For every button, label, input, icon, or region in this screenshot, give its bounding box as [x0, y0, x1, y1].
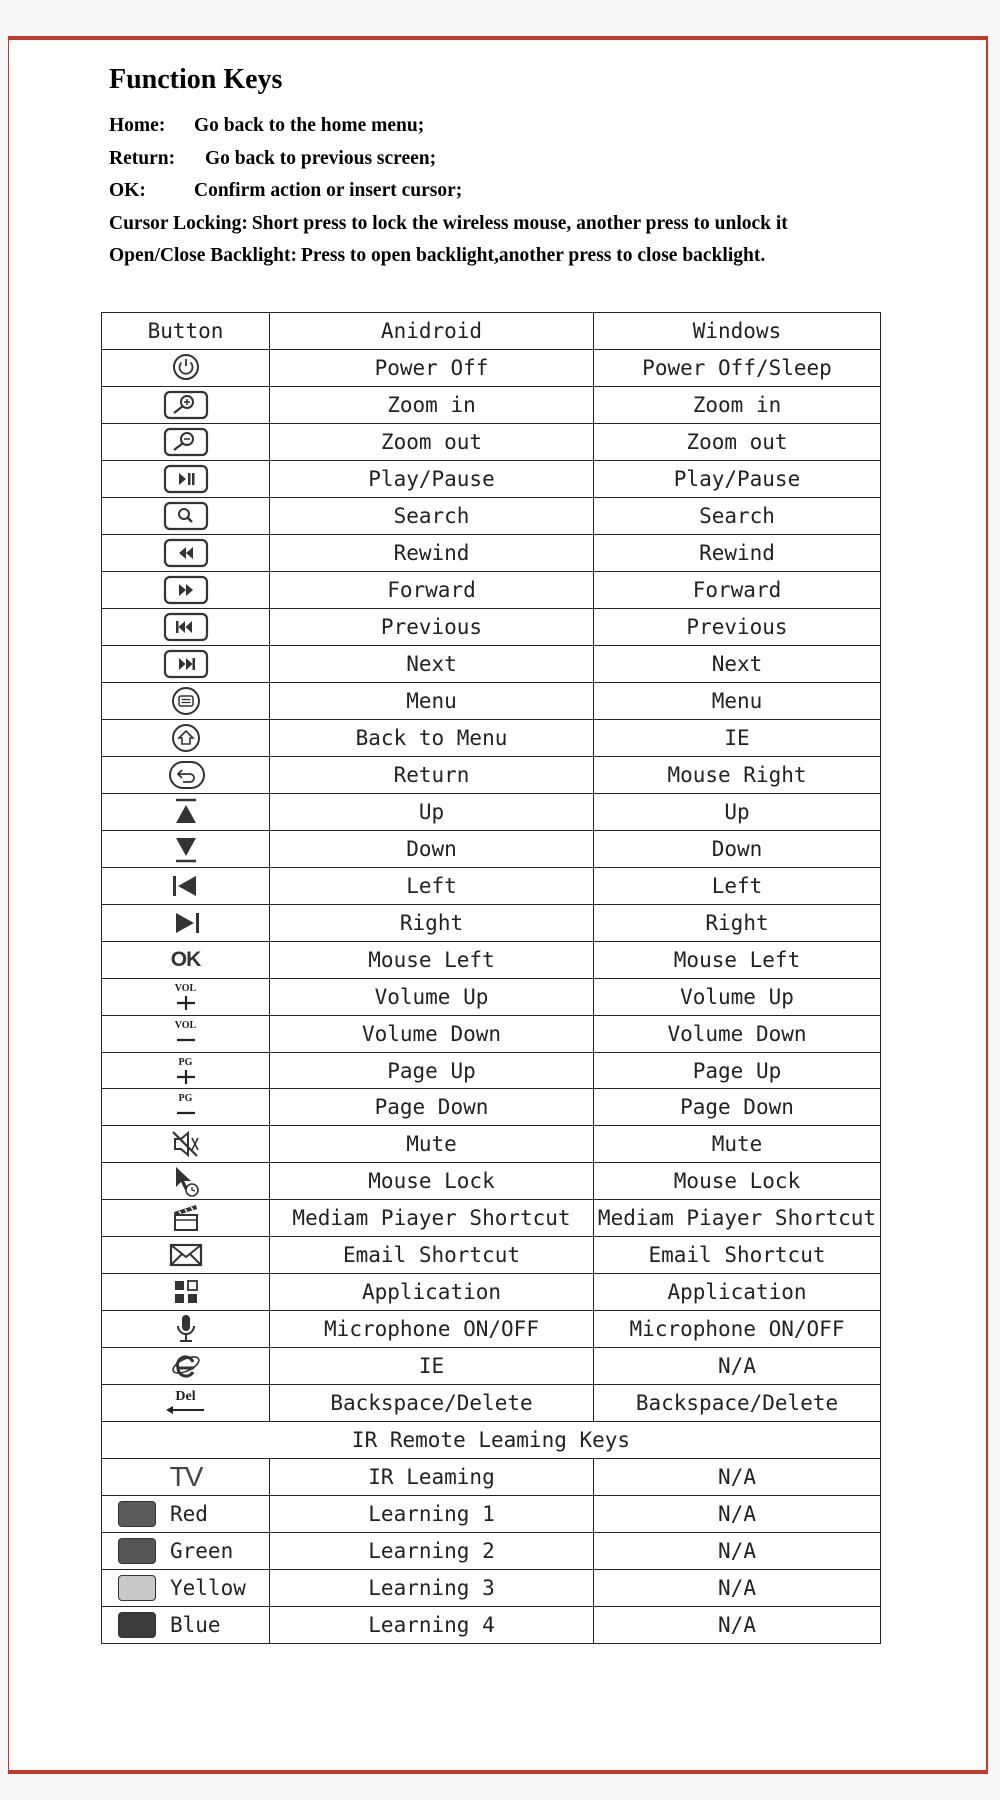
icon-label: VOL [174, 1019, 197, 1031]
home-icon [166, 720, 206, 756]
table-row [102, 534, 881, 571]
search-icon [159, 498, 213, 534]
windows-cell: Previous [594, 608, 881, 645]
page-up-icon [166, 1058, 206, 1084]
key-desc: Short press to lock the wireless mouse, another press to unlock it [251, 212, 788, 234]
table-row [102, 645, 881, 682]
button-cell [102, 1126, 270, 1163]
table-row [102, 1532, 881, 1569]
windows-cell: Next [594, 645, 881, 682]
android-cell: Mouse Left [270, 941, 594, 978]
ie-icon [166, 1348, 206, 1384]
android-cell: Back to Menu [270, 719, 594, 756]
android-cell: Page Up [270, 1052, 594, 1089]
table-row [102, 423, 881, 460]
windows-cell: Up [594, 793, 881, 830]
table-row [102, 1496, 881, 1533]
color-name: Red [170, 1501, 208, 1526]
button-cell [102, 497, 270, 534]
android-cell: Forward [270, 571, 594, 608]
down-icon [166, 831, 206, 867]
windows-cell: Zoom out [594, 423, 881, 460]
mute-icon [166, 1126, 206, 1162]
page-down-icon [166, 1094, 206, 1120]
page-title: Function Keys [109, 64, 283, 95]
key-desc: Go back to previous screen; [205, 147, 437, 169]
color-name: Yellow [170, 1575, 246, 1600]
button-cell [102, 1385, 270, 1422]
forward-icon [159, 572, 213, 608]
button-cell [102, 460, 270, 497]
button-cell [102, 1459, 270, 1496]
button-cell [102, 793, 270, 830]
windows-cell: Mouse Right [594, 756, 881, 793]
color-swatch-icon [118, 1612, 156, 1638]
android-cell: Right [270, 904, 594, 941]
delete-icon [164, 1390, 208, 1416]
windows-cell: Down [594, 830, 881, 867]
android-cell: Mute [270, 1126, 594, 1163]
section-title: IR Remote Leaming Keys [102, 1422, 881, 1459]
button-cell [102, 978, 270, 1015]
next-icon [159, 646, 213, 682]
windows-cell: Rewind [594, 534, 881, 571]
button-cell [102, 756, 270, 793]
table-row [102, 571, 881, 608]
android-cell: Backspace/Delete [270, 1385, 594, 1422]
table-row [102, 1569, 881, 1606]
button-cell [102, 645, 270, 682]
windows-cell: Search [594, 497, 881, 534]
table-row [102, 830, 881, 867]
play-pause-icon [159, 461, 213, 497]
button-cell [102, 1089, 270, 1126]
android-cell: Left [270, 867, 594, 904]
volume-down-icon [166, 1021, 206, 1047]
media-player-icon [166, 1200, 206, 1236]
key-line-backlight [109, 240, 929, 273]
button-cell [102, 349, 270, 386]
table-row [102, 1126, 881, 1163]
android-cell: Mediam Piayer Shortcut [270, 1200, 594, 1237]
android-cell: Learning 4 [270, 1606, 594, 1643]
key-name: Return: [109, 147, 176, 169]
button-cell [102, 830, 270, 867]
android-cell: Zoom out [270, 423, 594, 460]
table-row [102, 756, 881, 793]
header-windows: Windows [594, 313, 881, 350]
android-cell: Up [270, 793, 594, 830]
key-name: OK: [109, 180, 146, 201]
android-cell: Power Off [270, 349, 594, 386]
table-row [102, 904, 881, 941]
android-cell: Rewind [270, 534, 594, 571]
table-row [102, 386, 881, 423]
table-row [102, 1274, 881, 1311]
header-button: Button [102, 313, 270, 350]
table-row [102, 1459, 881, 1496]
key-line-home [109, 110, 929, 143]
icon-label: Del [175, 1389, 196, 1405]
previous-icon [159, 609, 213, 645]
table-row [102, 793, 881, 830]
windows-cell: Play/Pause [594, 460, 881, 497]
ok-icon: OK [170, 948, 201, 972]
table-row [102, 1311, 881, 1348]
windows-cell: Page Up [594, 1052, 881, 1089]
key-desc: Press to open backlight,another press to close backlight. [300, 245, 766, 266]
windows-cell: Mediam Piayer Shortcut [594, 1200, 881, 1237]
android-cell: IE [270, 1348, 594, 1385]
table-row [102, 978, 881, 1015]
table-row [102, 682, 881, 719]
table-row [102, 1052, 881, 1089]
table-header-row [102, 313, 881, 350]
windows-cell: IE [594, 719, 881, 756]
volume-up-icon [166, 984, 206, 1010]
windows-cell: N/A [594, 1348, 881, 1385]
color-swatch-icon [118, 1575, 156, 1601]
button-cell [102, 386, 270, 423]
android-cell: Search [270, 497, 594, 534]
button-cell [102, 1052, 270, 1089]
android-cell: Learning 2 [270, 1532, 594, 1569]
android-cell: Email Shortcut [270, 1237, 594, 1274]
return-icon [166, 757, 206, 793]
android-cell: Menu [270, 682, 594, 719]
android-cell: Application [270, 1274, 594, 1311]
left-icon [166, 868, 206, 904]
key-desc: Go back to the home menu; [194, 115, 425, 136]
android-cell: Down [270, 830, 594, 867]
key-name: Open/Close Backlight: [109, 245, 297, 266]
button-cell [102, 1015, 270, 1052]
email-icon [166, 1237, 206, 1273]
button-cell [102, 941, 270, 978]
button-cell [102, 571, 270, 608]
windows-cell: N/A [594, 1606, 881, 1643]
key-line-ok [109, 175, 929, 208]
table-row [102, 867, 881, 904]
application-icon [166, 1274, 206, 1310]
color-key-cell [102, 1569, 270, 1606]
table-row [102, 941, 881, 978]
button-cell [102, 608, 270, 645]
key-line-return [109, 143, 929, 176]
table-row [102, 1385, 881, 1422]
windows-cell: Menu [594, 682, 881, 719]
zoom-out-icon [159, 424, 213, 460]
right-icon [166, 905, 206, 941]
table-row [102, 1606, 881, 1643]
function-table [101, 312, 881, 1644]
icon-label: VOL [174, 982, 197, 994]
windows-cell: Left [594, 867, 881, 904]
android-cell: Microphone ON/OFF [270, 1311, 594, 1348]
header-android: Anidroid [270, 313, 594, 350]
android-cell: Volume Down [270, 1015, 594, 1052]
table-row [102, 719, 881, 756]
key-desc: Confirm action or insert cursor; [194, 180, 463, 201]
windows-cell: Mute [594, 1126, 881, 1163]
android-cell: Zoom in [270, 386, 594, 423]
icon-label: PG [178, 1093, 193, 1105]
button-cell [102, 904, 270, 941]
zoom-in-icon [159, 387, 213, 423]
button-cell [102, 1200, 270, 1237]
mouse-lock-icon [166, 1163, 206, 1199]
button-cell [102, 1237, 270, 1274]
button-cell [102, 1274, 270, 1311]
windows-cell: Backspace/Delete [594, 1385, 881, 1422]
table-row [102, 1015, 881, 1052]
windows-cell: Page Down [594, 1089, 881, 1126]
button-cell [102, 867, 270, 904]
color-swatch-icon [118, 1501, 156, 1527]
windows-cell: Power Off/Sleep [594, 349, 881, 386]
windows-cell: Forward [594, 571, 881, 608]
android-cell: Learning 1 [270, 1496, 594, 1533]
button-cell [102, 534, 270, 571]
color-name: Blue [170, 1612, 221, 1637]
table-row [102, 460, 881, 497]
windows-cell: Email Shortcut [594, 1237, 881, 1274]
color-name: Green [170, 1538, 234, 1563]
menu-icon [166, 683, 206, 719]
key-line-cursor-locking [109, 208, 929, 241]
table-row [102, 608, 881, 645]
windows-cell: Right [594, 904, 881, 941]
windows-cell: Microphone ON/OFF [594, 1311, 881, 1348]
color-key-cell [102, 1606, 270, 1643]
color-key-cell [102, 1496, 270, 1533]
section-row [102, 1422, 881, 1459]
button-cell [102, 719, 270, 756]
key-name: Cursor Locking: [109, 212, 248, 234]
table-row [102, 1237, 881, 1274]
windows-cell: Mouse Left [594, 941, 881, 978]
windows-cell: Application [594, 1274, 881, 1311]
android-cell: Mouse Lock [270, 1163, 594, 1200]
table-row [102, 1163, 881, 1200]
tv-icon: TV [169, 1461, 202, 1493]
up-icon [166, 794, 206, 830]
table-row [102, 349, 881, 386]
table-row [102, 1200, 881, 1237]
color-key-cell [102, 1532, 270, 1569]
windows-cell: N/A [594, 1532, 881, 1569]
button-cell [102, 423, 270, 460]
rewind-icon [159, 535, 213, 571]
button-cell [102, 1348, 270, 1385]
android-cell: Previous [270, 608, 594, 645]
button-cell [102, 1163, 270, 1200]
windows-cell: N/A [594, 1459, 881, 1496]
power-icon [166, 350, 206, 386]
android-cell: IR Leaming [270, 1459, 594, 1496]
android-cell: Return [270, 756, 594, 793]
android-cell: Play/Pause [270, 460, 594, 497]
android-cell: Page Down [270, 1089, 594, 1126]
windows-cell: Volume Down [594, 1015, 881, 1052]
microphone-icon [166, 1311, 206, 1347]
android-cell: Volume Up [270, 978, 594, 1015]
key-name: Home: [109, 115, 166, 136]
table-row [102, 497, 881, 534]
function-key-descriptions [109, 110, 929, 273]
windows-cell: N/A [594, 1496, 881, 1533]
button-cell [102, 682, 270, 719]
icon-label: PG [178, 1056, 193, 1068]
windows-cell: Mouse Lock [594, 1163, 881, 1200]
button-cell [102, 1311, 270, 1348]
table-row [102, 1089, 881, 1126]
windows-cell: Volume Up [594, 978, 881, 1015]
windows-cell: Zoom in [594, 386, 881, 423]
android-cell: Next [270, 645, 594, 682]
windows-cell: N/A [594, 1569, 881, 1606]
android-cell: Learning 3 [270, 1569, 594, 1606]
table-row [102, 1348, 881, 1385]
color-swatch-icon [118, 1538, 156, 1564]
